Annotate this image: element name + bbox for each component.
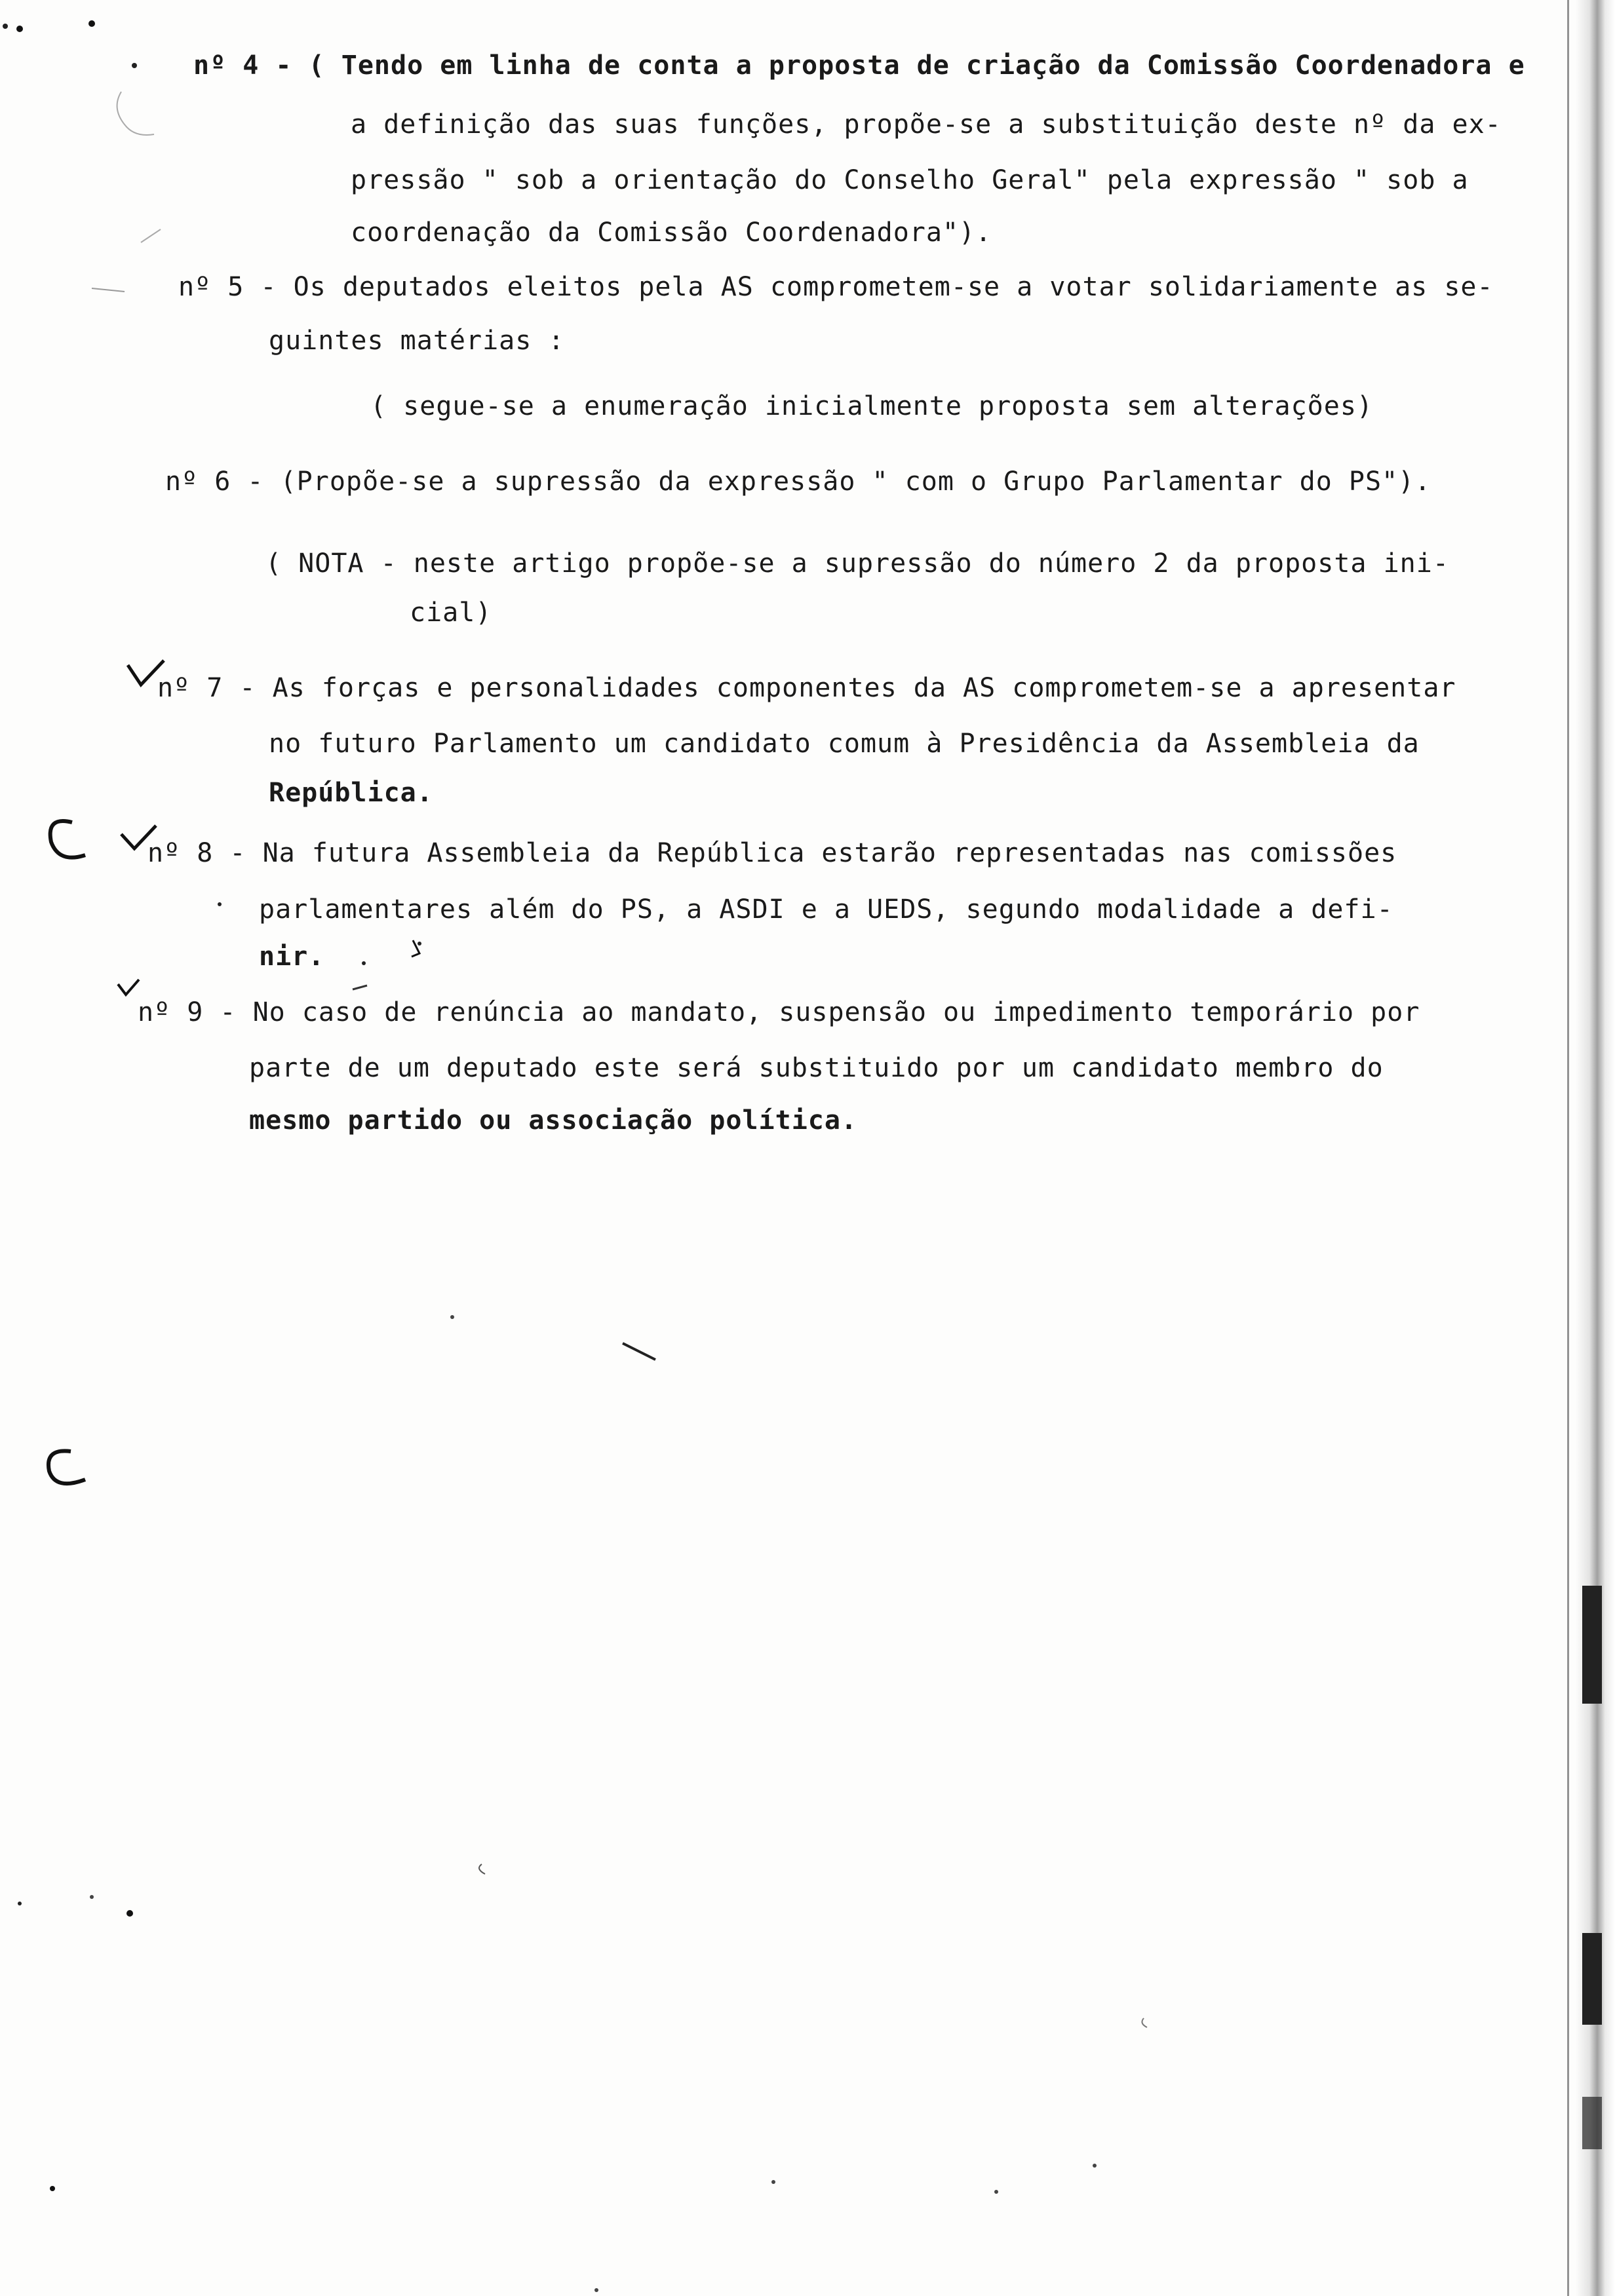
item-4-line-3: pressão " sob a orientação do Conselho Geral" pela expressão " sob a — [351, 165, 1469, 195]
circle-mark-icon — [50, 821, 85, 858]
item-7-line-2: no futuro Parlamento um candidato comum à Presidência da Assembleia da — [269, 729, 1420, 759]
scan-edge-dark-band — [1582, 2097, 1602, 2149]
item-9-line-2: parte de um deputado este será substituido por um candidato membro do — [249, 1053, 1384, 1083]
scan-edge-line — [1567, 0, 1569, 2296]
item-5-line-1: nº 5 - Os deputados eleitos pela AS comprometem-se a votar solidariamente as se- — [178, 272, 1494, 302]
scan-edge-dark-band — [1582, 1933, 1602, 2025]
item-7-line-1: nº 7 - As forças e personalidades componentes da AS comprometem-se a apresentar — [157, 673, 1456, 703]
item-9-line-3: mesmo partido ou associação política. — [249, 1105, 858, 1136]
item-8-line-1: nº 8 - Na futura Assembleia da República estarão representadas nas comissões — [147, 838, 1397, 868]
item-6-line-1: nº 6 - (Propõe-se a supressão da expressão " com o Grupo Parlamentar do PS"). — [165, 467, 1431, 497]
item-8-line-3: nir. — [259, 942, 325, 972]
item-4-line-4: coordenação da Comissão Coordenadora"). — [351, 218, 992, 248]
item-9-line-1: nº 9 - No caso de renúncia ao mandato, suspensão ou impedimento temporário por — [138, 997, 1420, 1027]
scan-edge-dark-band — [1582, 1586, 1602, 1704]
item-7-line-3: República. — [269, 778, 433, 808]
item-5-line-3: ( segue-se a enumeração inicialmente proposta sem alterações) — [370, 391, 1374, 421]
item-4-line-1: nº 4 - ( Tendo em linha de conta a proposta de criação da Comissão Coordenadora e — [193, 50, 1525, 81]
circle-mark-icon — [49, 1451, 85, 1483]
item-4-line-2: a definição das suas funções, propõe-se a substituição deste nº da ex- — [351, 109, 1502, 140]
item-6-line-3: cial) — [410, 598, 492, 628]
check-mark-icon — [118, 980, 139, 995]
item-5-line-2: guintes matérias : — [269, 326, 565, 356]
item-8-line-2: parlamentares além do PS, a ASDI e a UEDS, segundo modalidade a defi- — [259, 894, 1393, 925]
item-6-line-2: ( NOTA - neste artigo propõe-se a supressão do número 2 da proposta ini- — [265, 548, 1449, 579]
